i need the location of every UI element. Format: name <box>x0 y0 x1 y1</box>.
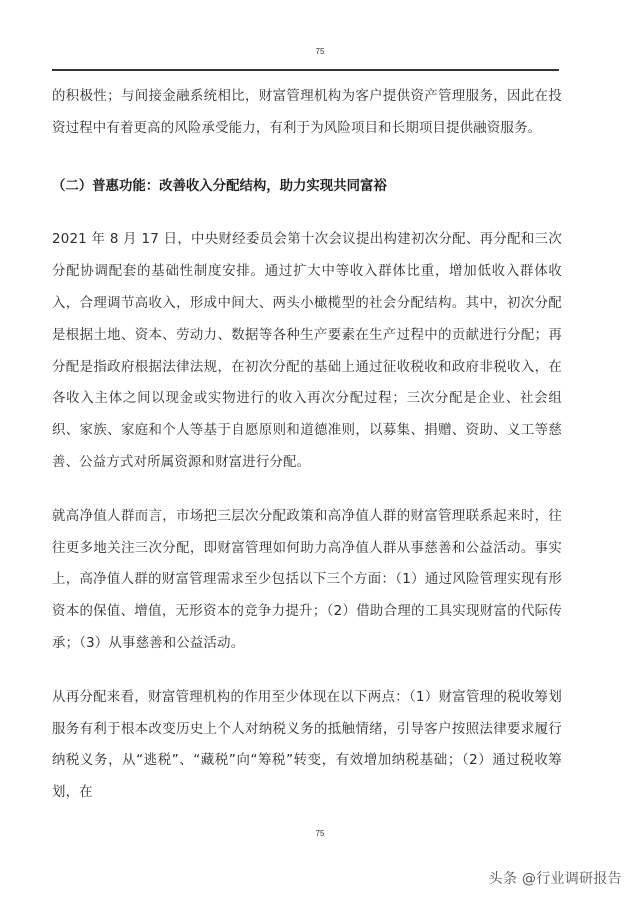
section-heading: （二）普惠功能：改善收入分配结构，助力实现共同富裕 <box>52 178 387 194</box>
page-number-bottom: 75 <box>315 829 325 838</box>
source-watermark: 头条 @行业调研报告 <box>488 871 622 887</box>
page-number-top: 75 <box>315 47 325 56</box>
paragraph-redistribution: 从再分配来看，财富管理机构的作用至少体现在以下两点：（1）财富管理的税收筹划服务有利于根本改变历史上个人对纳税义务的抵触情绪，引导客户按照法律要求履行纳税义务，从“逃税”、“藏税”向“筹税”转变，有效增加纳税基础；（2）通过税收筹划，在 <box>52 689 562 801</box>
header-rule <box>52 69 559 71</box>
paragraph-distribution-policy: 2021 年 8 月 17 日，中央财经委员会第十次会议提出构建初次分配、再分配和三次分配协调配套的基础性制度安排。通过扩大中等收入群体比重，增加低收入群体收入，合理调节高收入，形成中间大、两头小橄榄型的社会分配结构。其中，初次分配是根据土地、资本、劳动力、数据等各种生产要素在生产过程中的贡献进行分配；再分配是指政府根据法律法规，在初次分配的基础上通过征收税收和政府非税收入，在各收入主体之间以现金或实物进行的收入再次分配过程；三次分配是企业、社会组织、家族、家庭和个人等基于自愿原则和道德准则，以募集、捐赠、资助、义工等慈善、公益方式对所属资源和财富进行分配。 <box>52 232 562 470</box>
paragraph-high-net-worth: 就高净值人群而言，市场把三层次分配政策和高净值人群的财富管理联系起来时，往往更多地关注三次分配，即财富管理如何助力高净值人群从事慈善和公益活动。事实上，高净值人群的财富管理需求至少包括以下三个方面：（1）通过风险管理实现有形资本的保值、增值，无形资本的竞争力提升；（2）借助合理的工具实现财富的代际传承；（3）从事慈善和公益活动。 <box>52 508 562 651</box>
paragraph-continuation: 的积极性；与间接金融系统相比，财富管理机构为客户提供资产管理服务，因此在投资过程中有着更高的风险承受能力，有利于为风险项目和长期项目提供融资服务。 <box>52 89 562 136</box>
document-body <box>52 81 562 809</box>
